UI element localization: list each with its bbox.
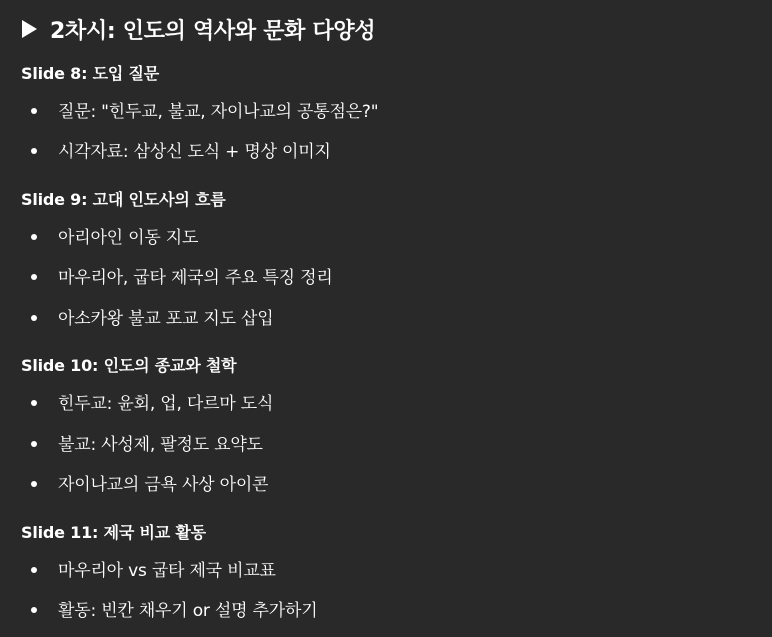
bullet-icon xyxy=(31,607,37,613)
section-heading xyxy=(22,12,375,46)
list-item-text: 질문: "힌두교, 불교, 자이나교의 공통점은?" xyxy=(58,102,379,122)
list-item-text: 마우리아 vs 굽타 제국 비교표 xyxy=(58,561,276,581)
list-item-text: 아리아인 이동 지도 xyxy=(58,228,199,248)
section-heading-text: 2차시: 인도의 역사와 문화 다양성 xyxy=(50,18,376,44)
list-item xyxy=(31,99,378,125)
bullet-icon xyxy=(31,481,37,487)
list-item-text: 힌두교: 윤회, 업, 다르마 도식 xyxy=(58,394,274,414)
list-item xyxy=(31,558,276,584)
bullet-icon xyxy=(31,441,37,447)
bullet-icon xyxy=(31,234,37,240)
slide-9-title: Slide 9: 고대 인도사의 흐름 xyxy=(21,190,226,209)
slide-8-title: Slide 8: 도입 질문 xyxy=(21,64,160,83)
list-item-text: 불교: 사성제, 팔정도 요약도 xyxy=(58,435,263,455)
list-item-text: 활동: 빈칸 채우기 or 설명 추가하기 xyxy=(58,601,318,621)
list-item xyxy=(31,598,317,624)
list-item xyxy=(31,225,198,251)
list-item xyxy=(31,265,333,291)
list-item-text: 자이나교의 금욕 사상 아이콘 xyxy=(58,475,269,495)
bullet-icon xyxy=(31,108,37,114)
list-item xyxy=(31,432,263,458)
list-item-text: 아소카왕 불교 포교 지도 삽입 xyxy=(58,309,274,329)
bullet-icon xyxy=(31,315,37,321)
bullet-icon xyxy=(31,148,37,154)
list-item-text: 시각자료: 삼상신 도식 + 명상 이미지 xyxy=(58,142,331,162)
list-item xyxy=(31,306,273,332)
slide-10-title: Slide 10: 인도의 종교와 철학 xyxy=(21,356,237,375)
bullet-icon xyxy=(31,274,37,280)
bullet-icon xyxy=(31,400,37,406)
list-item xyxy=(31,139,331,165)
bullet-icon xyxy=(31,567,37,573)
collapse-triangle-icon[interactable] xyxy=(22,20,37,38)
list-item xyxy=(31,472,268,498)
slide-11-title: Slide 11: 제국 비교 활동 xyxy=(21,523,206,542)
list-item xyxy=(31,391,273,417)
list-item-text: 마우리아, 굽타 제국의 주요 특징 정리 xyxy=(58,268,333,288)
